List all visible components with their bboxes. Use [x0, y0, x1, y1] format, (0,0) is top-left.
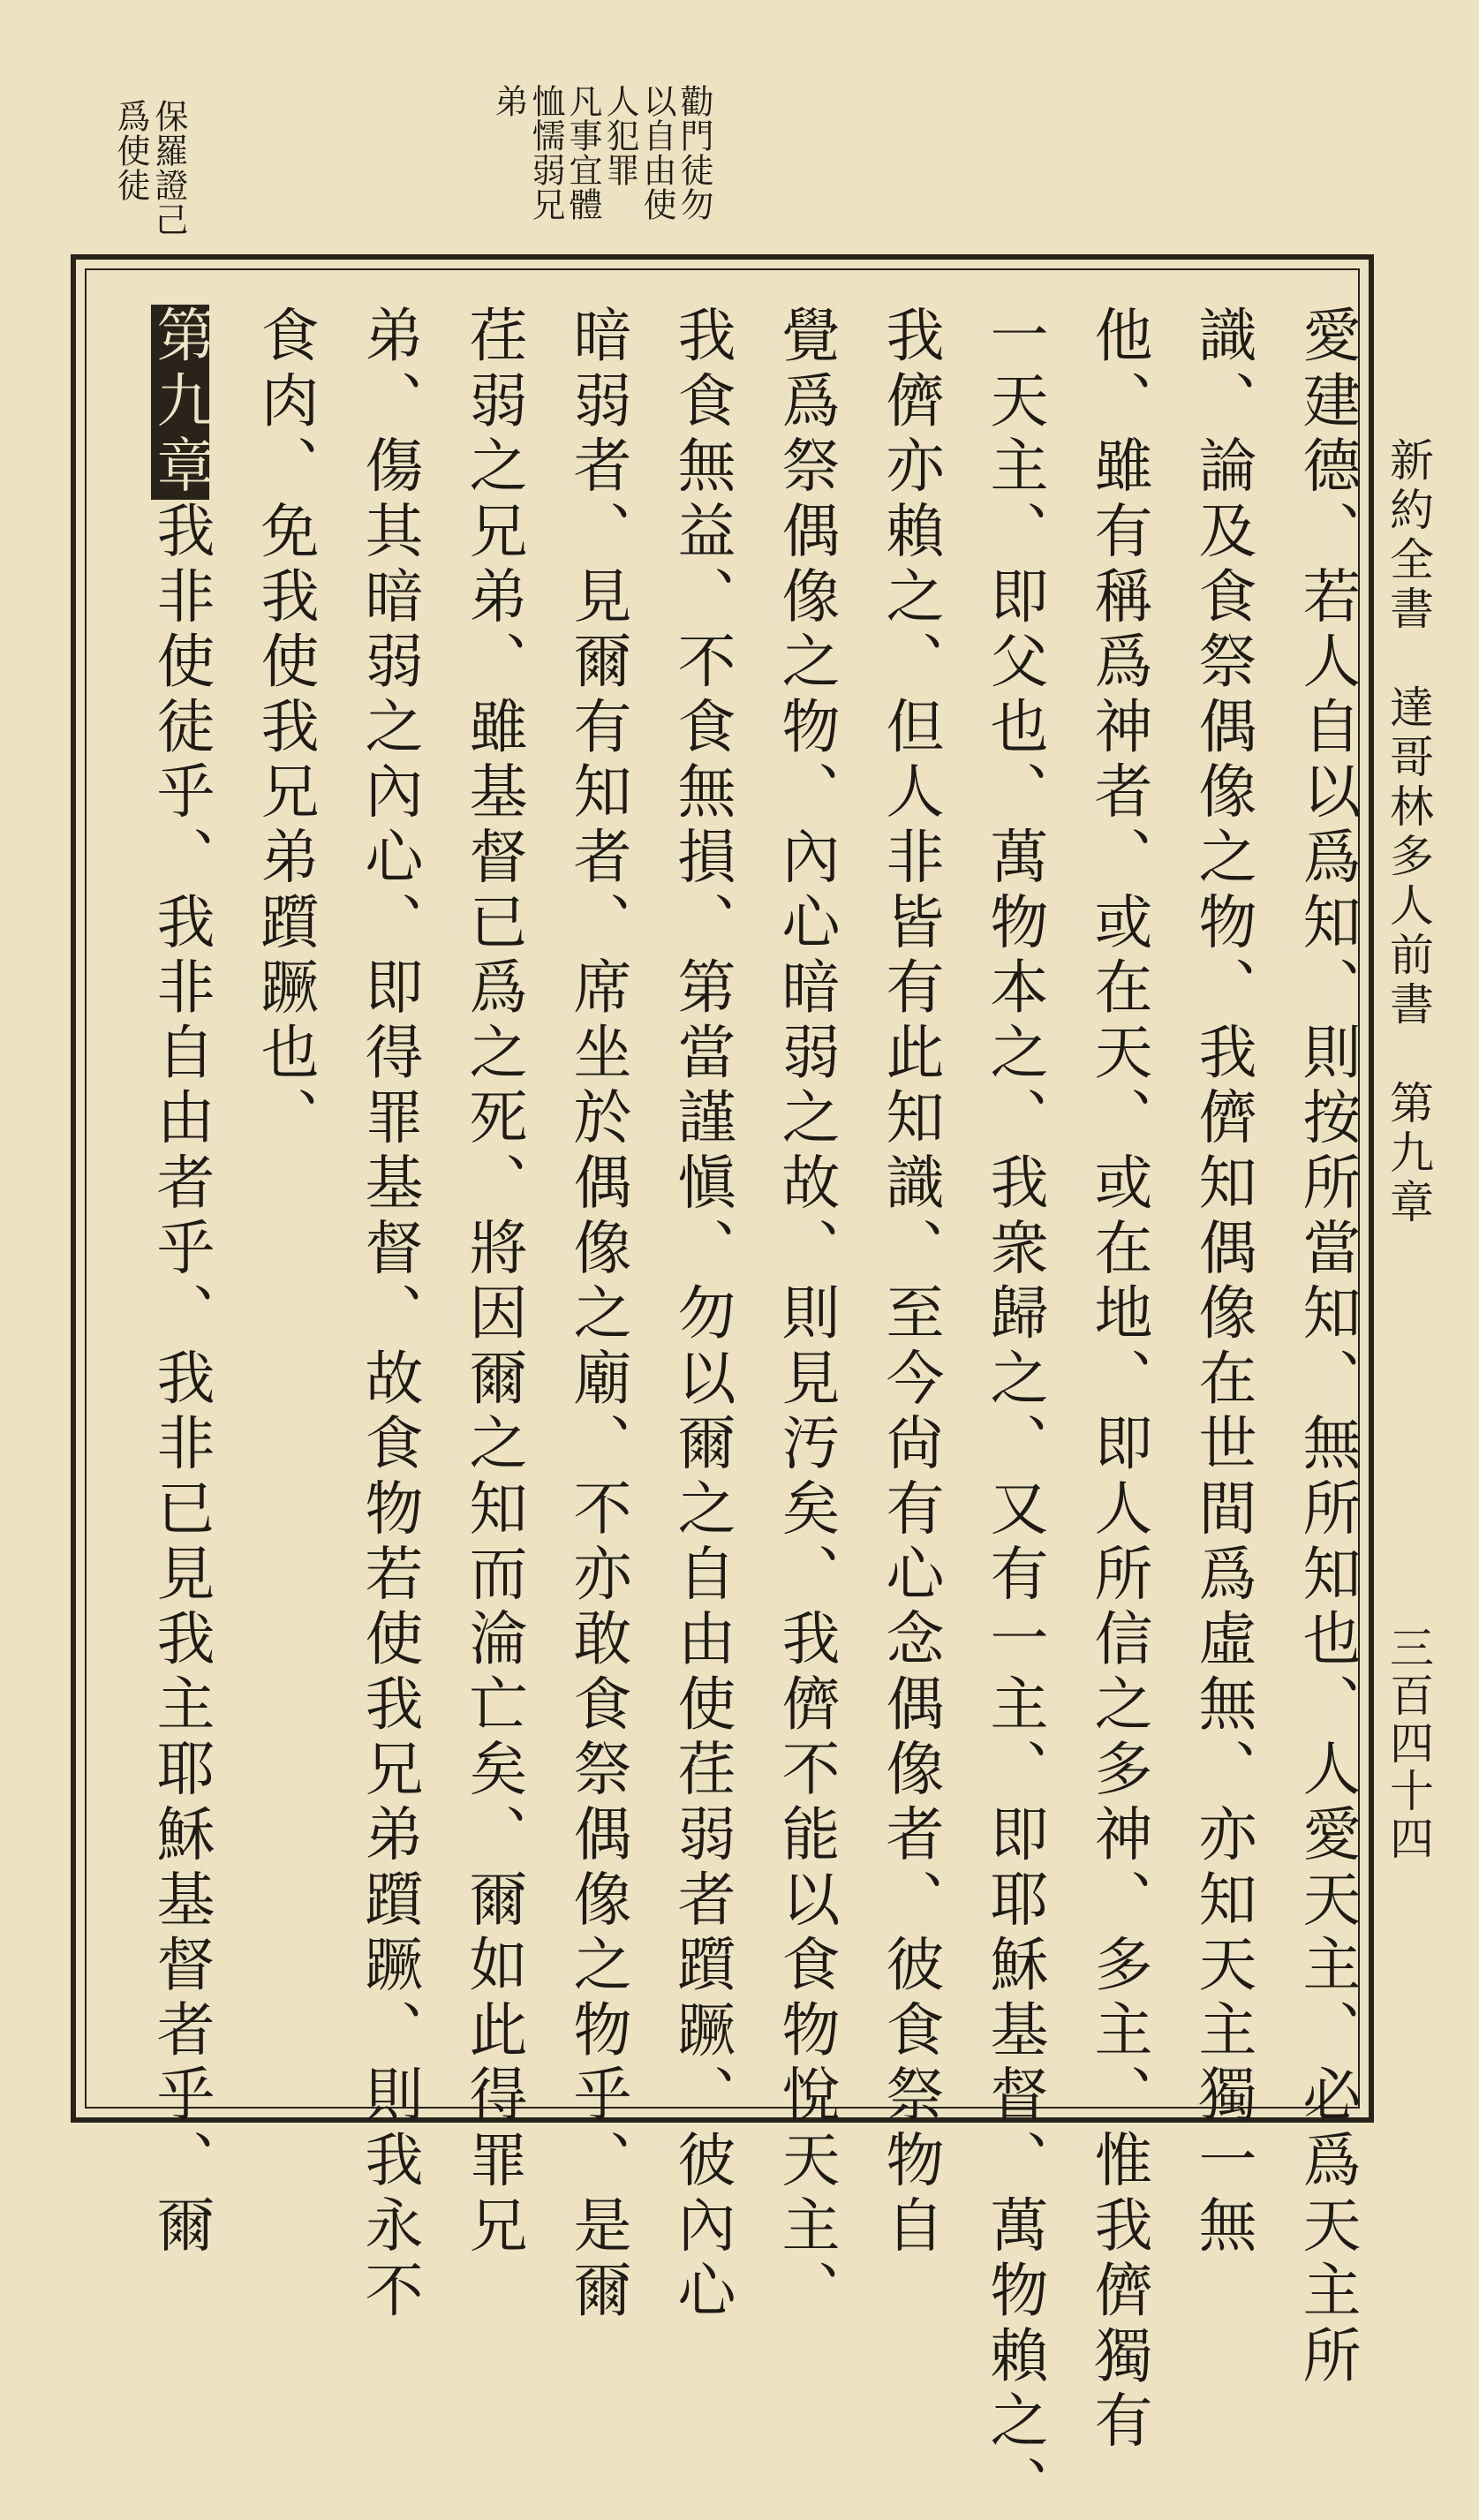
margin-note-line: 弟 — [489, 84, 528, 118]
body-column: 愛建德、若人自以爲知、則按所當知、無所知也、人愛天主、必爲天主所 — [1293, 305, 1361, 2390]
body-column: 荏弱之兄弟、雖基督已爲之死、將因爾之知而淪亡矣、爾如此得罪兄 — [459, 305, 527, 2260]
margin-note-line: 以自由使 — [638, 84, 676, 222]
chapter-column — [147, 305, 215, 2260]
margin-note-line: 勸門徒勿 — [675, 84, 713, 222]
page-number: 三百四十四 — [1383, 1625, 1434, 1863]
body-column: 一天主、即父也、萬物本之、我衆歸之、又有一主、即耶穌基督、萬物賴之、 — [980, 305, 1048, 2520]
body-column: 弟、傷其暗弱之內心、即得罪基督、故食物若使我兄弟躓蹶、則我永不 — [355, 305, 423, 2325]
body-column: 食肉、免我使我兄弟躓蹶也、 — [251, 305, 319, 1152]
body-column: 覺爲祭偶像之物、內心暗弱之故、則見汚矣、我儕不能以食物悅天主、 — [772, 305, 840, 2325]
body-column: 我儕亦賴之、但人非皆有此知識、至今尙有心念偶像者、彼食祭物自 — [876, 305, 944, 2260]
chapter-heading: 第九章 — [147, 305, 215, 501]
body-column: 暗弱者、見爾有知者、席坐於偶像之廟、不亦敢食祭偶像之物乎、是爾 — [563, 305, 631, 2325]
margin-note-line: 凡事宜體 — [563, 84, 602, 222]
margin-note-line: 恤懦弱兄 — [526, 84, 565, 222]
margin-note-line: 保羅證己 — [149, 99, 188, 237]
body-column: 識、論及食祭偶像之物、我儕知偶像在世間爲虛無、亦知天主獨一無 — [1188, 305, 1256, 2260]
running-head: 新約全書 達哥林多人前書 第九章 — [1383, 437, 1434, 1228]
margin-note-line: 爲使徒 — [111, 99, 150, 202]
body-column: 他、雖有稱爲神者、或在天、或在地、即人所信之多神、多主、惟我儕獨有 — [1084, 305, 1152, 2456]
chapter-text: 我非使徒乎、我非自由者乎、我非已見我主耶穌基督者乎、爾 — [147, 500, 215, 2260]
margin-note-line: 人犯罪 — [600, 84, 639, 187]
body-column: 我食無益、不食無損、第當謹愼、勿以爾之自由使荏弱者躓蹶、彼內心 — [668, 305, 736, 2325]
